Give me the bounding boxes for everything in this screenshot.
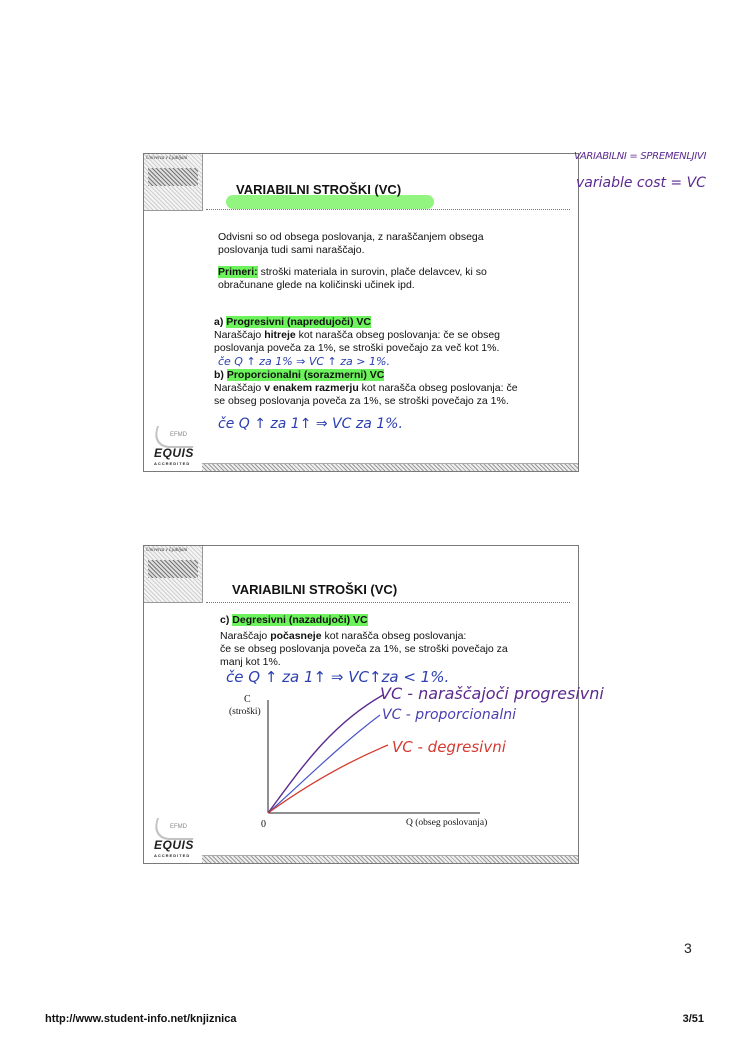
university-logo [144, 154, 203, 211]
equis-name: EQUIS [154, 838, 194, 852]
handwritten-note-a: če Q ↑ za 1% ⇒ VC ↑ za > 1%. [218, 355, 390, 368]
section-c-prefix: c) [220, 614, 233, 626]
equis-name: EQUIS [154, 446, 194, 460]
slide-2 [143, 545, 579, 864]
y-axis-label-c: C [244, 694, 251, 705]
section-a-line-1 [214, 329, 500, 342]
section-b-title: Proporcionalni (sorazmerni) VC [226, 369, 385, 381]
b-line1-bold: v enakem razmerju [264, 382, 359, 394]
examples-line-2: obračunane glede na količinski učinek ipd. [218, 279, 415, 291]
examples-text: stroški materiala in surovin, plače delavcev, ki so [257, 266, 487, 278]
a-line1-pre: Naraščajo [214, 329, 265, 341]
c-line1-pre: Naraščajo [220, 630, 271, 642]
efmd-label: EFMD [170, 824, 187, 830]
title-divider [206, 602, 570, 603]
university-name: Univerza v Ljubljani [146, 156, 188, 161]
b-line1-post: kot narašča obseg poslovanja: če [358, 382, 518, 394]
equis-logo [148, 426, 204, 476]
margin-note-line-2: variable cost = VC [576, 175, 706, 191]
title-divider [206, 209, 570, 210]
section-b-line-1 [214, 382, 518, 395]
b-line1-pre: Naraščajo [214, 382, 265, 394]
section-b-line-2: se obseg poslovanja poveča za 1%, se stroški povečajo za 1%. [214, 395, 509, 407]
footer-page-count: 3/51 [682, 1013, 704, 1025]
annotation-proportional: VC - proporcionalni [382, 707, 516, 723]
handwritten-note-b: če Q ↑ za 1↑ ⇒ VC za 1%. [218, 416, 403, 432]
faculty-logo-block [148, 560, 198, 578]
section-a-title: Progresivni (napredujoči) VC [226, 316, 371, 328]
a-line1-post: kot narašča obseg poslovanja: če se obseg [295, 329, 501, 341]
university-logo [144, 546, 203, 603]
footer-url[interactable]: http://www.student-info.net/knjiznica [45, 1013, 237, 1025]
section-a-heading [214, 316, 371, 329]
c-line1-post: kot narašča obseg poslovanja: [321, 630, 467, 642]
page-number: 3 [684, 940, 692, 956]
slide-title: VARIABILNI STROŠKI (VC) [236, 182, 402, 197]
examples-line-1 [218, 266, 487, 279]
slide-1 [143, 153, 579, 472]
section-c-line-3: manj kot 1%. [220, 656, 281, 668]
a-line1-bold: hitreje [264, 329, 296, 341]
faculty-logo-block [148, 168, 198, 186]
title-highlight [226, 195, 434, 209]
section-a-prefix: a) [214, 316, 227, 328]
intro-line-1: Odvisni so od obsega poslovanja, z naraščanjem obsega [218, 231, 484, 243]
efmd-label: EFMD [170, 432, 187, 438]
section-c-line-1 [220, 630, 466, 643]
slide-bottom-strip [202, 463, 578, 471]
annotation-degressive: VC - degresivni [392, 738, 506, 756]
university-name: Univerza v Ljubljani [146, 548, 188, 553]
y-axis-label: (stroški) [229, 707, 261, 717]
intro-line-2: poslovanja tudi sami naraščajo. [218, 244, 365, 256]
examples-label: Primeri: [218, 266, 258, 278]
section-b-prefix: b) [214, 369, 227, 381]
section-c-heading [220, 614, 368, 627]
slide-bottom-strip [202, 855, 578, 863]
equis-accredited: ACCREDITED [154, 461, 191, 466]
margin-note-line-1: VARIABILNI = SPREMENLJIVI [574, 151, 707, 162]
c-line1-bold: počasneje [270, 630, 322, 642]
x-axis-label: Q (obseg poslovanja) [406, 818, 488, 828]
origin-label: 0 [261, 819, 266, 830]
section-b-heading [214, 369, 384, 382]
equis-accredited: ACCREDITED [154, 853, 191, 858]
section-a-line-2: poslovanja poveča za 1%, se stroški povečajo za več kot 1%. [214, 342, 500, 354]
section-c-title: Degresivni (nazadujoči) VC [232, 614, 368, 626]
equis-logo [148, 818, 204, 868]
handwritten-note-c: če Q ↑ za 1↑ ⇒ VC↑za < 1%. [226, 668, 450, 686]
annotation-progressive: VC - naraščajoči progresivni [380, 684, 604, 703]
section-c-line-2: če se obseg poslovanja poveča za 1%, se stroški povečajo za [220, 643, 508, 655]
slide-title: VARIABILNI STROŠKI (VC) [232, 582, 398, 597]
